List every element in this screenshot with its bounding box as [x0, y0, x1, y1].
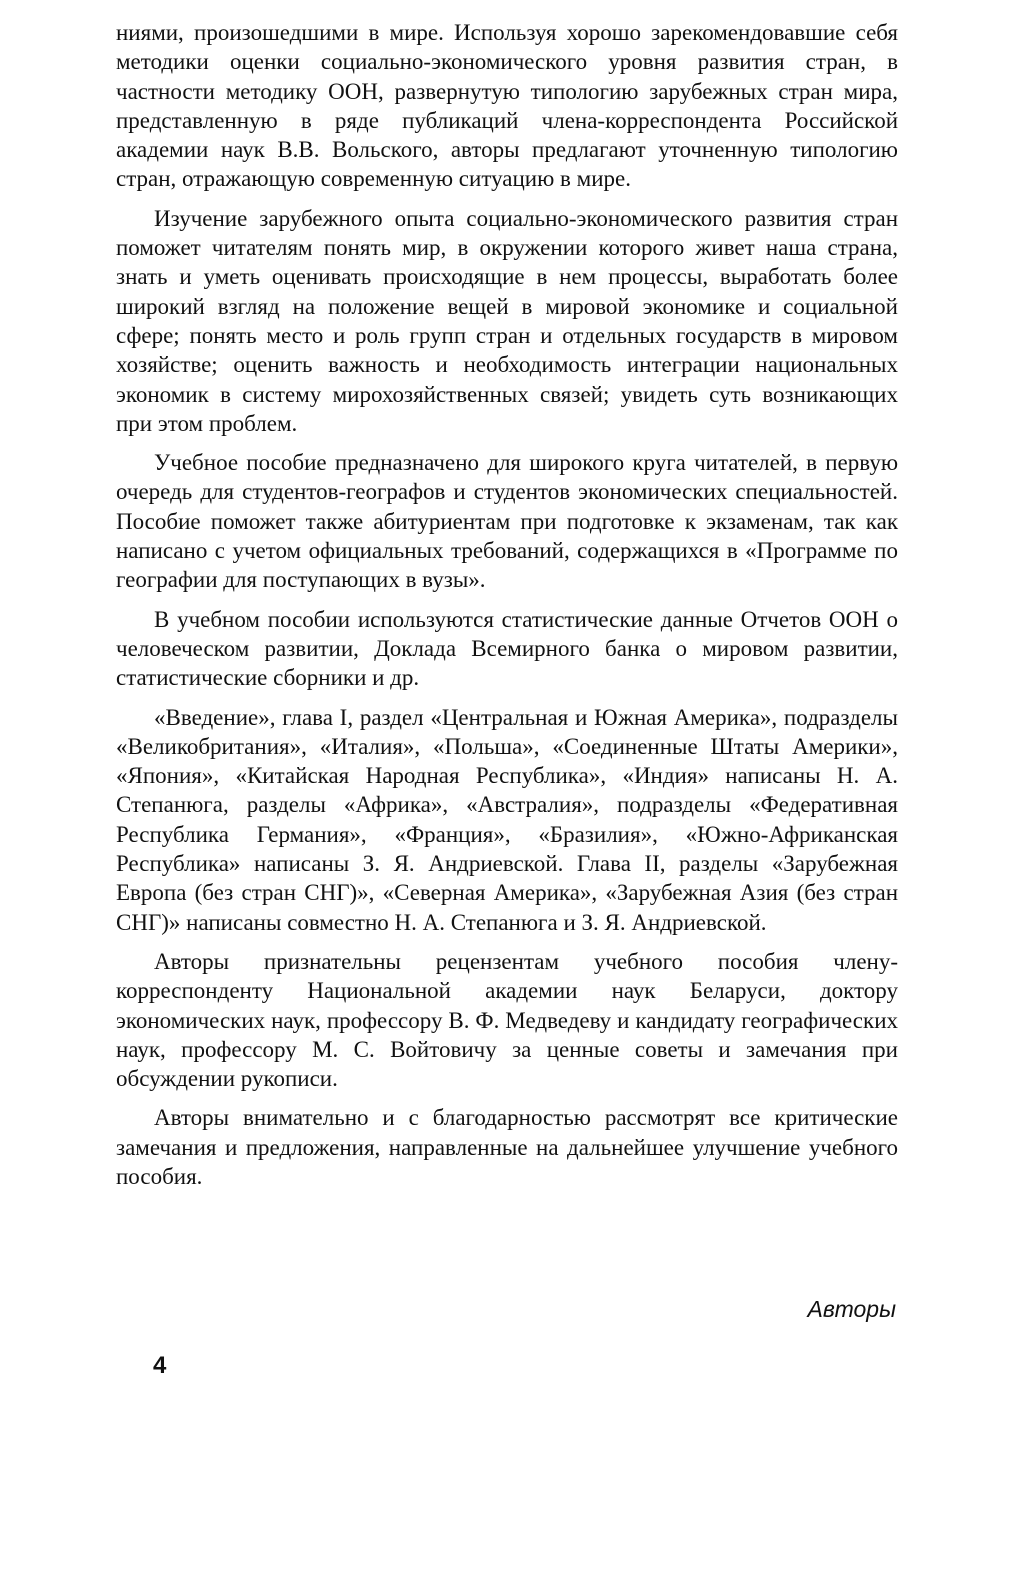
paragraph-sources: В учебном пособии используются статистические данные Отчетов ООН о человеческом развитии, Доклада Всемирного банка о мировом развитии, статистические сборники и др. [116, 606, 898, 691]
paragraph-audience: Учебное пособие предназначено для широкого круга читателей, в первую очередь для студентов-географов и студентов экономических специальностей. Пособие поможет также абитуриентам при подготовке к экзаменам, так как написано с учетом официальных требований, содержащихся в «Программе по географии для поступающих в вузы». [116, 450, 898, 593]
page-number: 4 [153, 1352, 167, 1379]
paragraph-authorship: «Введение», глава I, раздел «Центральная и Южная Америка», подразделы «Великобритания», «Италия», «Польша», «Соединенные Штаты Америки», «Япония», «Китайская Народная Республика», «Индия» написаны Н. А. Степанюга, разделы «Африка», «Австралия», подразделы «Федеративная Республика Германия», «Франция», «Бразилия», «Южно-Африканская Республика» написаны З. Я. Андриевской. Глава II, разделы «Зарубежная Европа (без стран СНГ)», «Северная Америка», «Зарубежная Азия (без стран СНГ)» написаны совместно Н. А. Степанюга и З. Я. Андриевской. [116, 704, 898, 935]
paragraph-acknowledgements: Авторы признательны рецензентам учебного пособия члену-корреспонденту Национальной академии наук Беларуси, доктору экономических наук, профессору В. Ф. Медведеву и кандидату географических наук, профессору М. С. Войтовичу за ценные советы и замечания при обсуждении рукописи. [116, 948, 898, 1092]
paragraph-methodology: ниями, произошедшими в мире. Используя хорошо зарекомендовавшие себя методики оценки социально-экономического уровня развития стран, в частности методику ООН, развернутую типологию зарубежных стран мира, представленную в ряде публикаций члена-корреспондента Российской академии наук В.В. Вольского, авторы предлагают уточненную типологию стран, отражающую современную ситуацию в мире. [116, 20, 898, 192]
page-body [116, 18, 898, 1201]
authors-signature: Авторы [807, 1296, 896, 1322]
paragraph-foreign-experience: Изучение зарубежного опыта социально-экономического развития стран поможет читателям понять мир, в окружении которого живет наша страна, знать и уметь оценивать происходящие в нем процессы, выработать более широкий взгляд на положение вещей в мировой экономике и социальной сфере; понять место и роль групп стран и отдельных государств в мировом хозяйстве; оценить важность и необходимость интеграции национальных экономик в систему мирохозяйственных связей; увидеть суть возникающих при этом проблем. [116, 205, 898, 436]
paragraph-feedback: Авторы внимательно и с благодарностью рассмотрят все критические замечания и предложения, направленные на дальнейшее улучшение учебного пособия. [116, 1105, 898, 1189]
